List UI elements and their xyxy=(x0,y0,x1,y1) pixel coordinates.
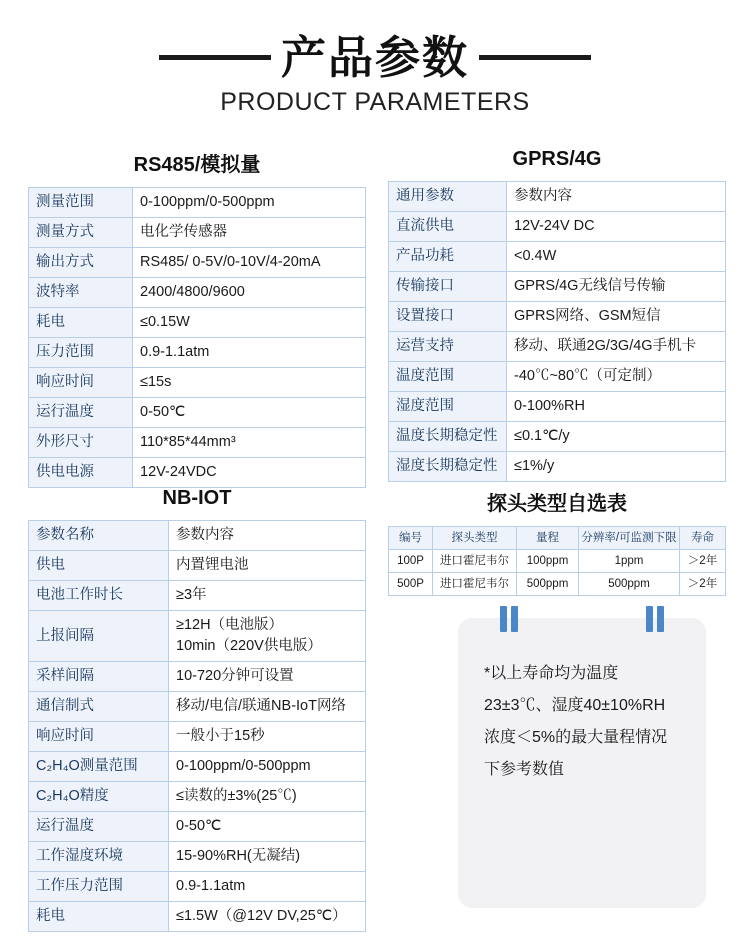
param-value: 内置锂电池 xyxy=(169,551,366,581)
param-value: -40℃~80℃（可定制） xyxy=(507,362,726,392)
table-row xyxy=(389,182,726,212)
table-row xyxy=(29,521,366,551)
param-key: 输出方式 xyxy=(29,248,133,278)
param-key: 工作湿度环境 xyxy=(29,842,169,872)
param-key: 供电 xyxy=(29,551,169,581)
gprs-table-body xyxy=(389,182,726,482)
param-key: 工作压力范围 xyxy=(29,872,169,902)
column-header: 寿命 xyxy=(680,527,726,550)
param-value: 0.9-1.1atm xyxy=(169,872,366,902)
param-value: 电化学传感器 xyxy=(133,218,366,248)
quote-marks xyxy=(458,606,706,632)
param-key: 通信制式 xyxy=(29,692,169,722)
table-row xyxy=(389,573,726,596)
table-row xyxy=(29,308,366,338)
table-row xyxy=(389,550,726,573)
section-probe-heading: 探头类型自选表 xyxy=(487,493,627,515)
param-key: 温度长期稳定性 xyxy=(389,422,507,452)
column-header: 分辨率/可监测下限 xyxy=(579,527,680,550)
note-card xyxy=(458,618,706,908)
table-row xyxy=(29,218,366,248)
param-value: 0-100ppm/0-500ppm xyxy=(169,752,366,782)
param-value: ≥12H（电池版） 10min（220V供电版） xyxy=(169,611,366,662)
param-value: 12V-24V DC xyxy=(507,212,726,242)
param-value: ≥3年 xyxy=(169,581,366,611)
table-row xyxy=(29,812,366,842)
section-rs485-heading: RS485/模拟量 xyxy=(133,154,261,176)
table-row xyxy=(389,212,726,242)
param-value: ≤0.1℃/y xyxy=(507,422,726,452)
column-header: 编号 xyxy=(389,527,433,550)
param-key: 电池工作时长 xyxy=(29,581,169,611)
quote-mark-left-icon xyxy=(500,606,518,632)
param-key: 运营支持 xyxy=(389,332,507,362)
table-row xyxy=(29,458,366,488)
param-value: <0.4W xyxy=(507,242,726,272)
param-key: 设置接口 xyxy=(389,302,507,332)
param-key: 压力范围 xyxy=(29,338,133,368)
param-key: 传输接口 xyxy=(389,272,507,302)
param-value: GPRS/4G无线信号传输 xyxy=(507,272,726,302)
param-key: 测量范围 xyxy=(29,188,133,218)
param-key: 耗电 xyxy=(29,902,169,932)
table-row xyxy=(29,338,366,368)
param-key: C₂H₄O测量范围 xyxy=(29,752,169,782)
param-key: 采样间隔 xyxy=(29,662,169,692)
param-key: C₂H₄O精度 xyxy=(29,782,169,812)
param-value: 0.9-1.1atm xyxy=(133,338,366,368)
param-key: 测量方式 xyxy=(29,218,133,248)
param-value: ≤0.15W xyxy=(133,308,366,338)
probe-table xyxy=(388,526,726,596)
page-subtitle: PRODUCT PARAMETERS xyxy=(220,88,530,117)
table-row xyxy=(29,188,366,218)
param-key: 温度范围 xyxy=(389,362,507,392)
param-value: 2400/4800/9600 xyxy=(133,278,366,308)
param-value: 参数内容 xyxy=(507,182,726,212)
table-row xyxy=(29,368,366,398)
section-nbiot-heading: NB-IOT xyxy=(162,487,232,509)
table-row xyxy=(29,611,366,662)
param-value: 15-90%RH(无凝结) xyxy=(169,842,366,872)
table-row xyxy=(29,428,366,458)
param-value: ≤1.5W（@12V DV,25℃） xyxy=(169,902,366,932)
rs485-table-body xyxy=(29,188,366,488)
table-row xyxy=(29,398,366,428)
section-gprs xyxy=(388,148,726,482)
param-key: 产品功耗 xyxy=(389,242,507,272)
param-key: 耗电 xyxy=(29,308,133,338)
table-header-row xyxy=(389,527,726,550)
probe-table-head xyxy=(389,527,726,550)
param-value: 移动、联通2G/3G/4G手机卡 xyxy=(507,332,726,362)
param-key: 响应时间 xyxy=(29,722,169,752)
rs485-table xyxy=(28,187,366,488)
table-cell: 500P xyxy=(389,573,433,596)
param-value: 参数内容 xyxy=(169,521,366,551)
param-value: 0-100ppm/0-500ppm xyxy=(133,188,366,218)
gprs-table xyxy=(388,181,726,482)
param-value: RS485/ 0-5V/0-10V/4-20mA xyxy=(133,248,366,278)
table-cell: 100P xyxy=(389,550,433,573)
section-nbiot xyxy=(28,487,366,932)
table-row xyxy=(29,692,366,722)
title-rule-left xyxy=(159,55,271,60)
table-row xyxy=(389,242,726,272)
column-header: 量程 xyxy=(517,527,579,550)
table-row xyxy=(389,362,726,392)
column-header: 探头类型 xyxy=(433,527,517,550)
param-key: 通用参数 xyxy=(389,182,507,212)
param-key: 运行温度 xyxy=(29,398,133,428)
note-text: *以上寿命均为温度23±3℃、湿度40±10%RH浓度＜5%的最大量程情况下参考数值 xyxy=(484,665,668,778)
param-value: ≤15s xyxy=(133,368,366,398)
quote-mark-right-icon xyxy=(646,606,664,632)
param-value: 移动/电信/联通NB-IoT网络 xyxy=(169,692,366,722)
table-row xyxy=(29,551,366,581)
table-cell: ＞2年 xyxy=(680,550,726,573)
table-cell: 500ppm xyxy=(579,573,680,596)
param-value: ≤1%/y xyxy=(507,452,726,482)
table-row xyxy=(29,662,366,692)
param-value: 10-720分钟可设置 xyxy=(169,662,366,692)
param-key: 响应时间 xyxy=(29,368,133,398)
table-row xyxy=(29,248,366,278)
table-cell: 500ppm xyxy=(517,573,579,596)
table-row xyxy=(29,842,366,872)
section-rs485 xyxy=(28,148,366,488)
param-value: 12V-24VDC xyxy=(133,458,366,488)
param-value: 0-50℃ xyxy=(169,812,366,842)
table-row xyxy=(29,752,366,782)
param-value: 0-100%RH xyxy=(507,392,726,422)
table-row xyxy=(29,872,366,902)
param-key: 外形尺寸 xyxy=(29,428,133,458)
page-title: 产品参数 xyxy=(280,32,469,83)
param-value: GPRS网络、GSM短信 xyxy=(507,302,726,332)
param-key: 运行温度 xyxy=(29,812,169,842)
param-value: 110*85*44mm³ xyxy=(133,428,366,458)
table-row xyxy=(29,278,366,308)
table-cell: 进口霍尼韦尔 xyxy=(433,550,517,573)
table-cell: 1ppm xyxy=(579,550,680,573)
table-row xyxy=(389,452,726,482)
table-row xyxy=(29,902,366,932)
param-key: 供电电源 xyxy=(29,458,133,488)
section-gprs-heading: GPRS/4G xyxy=(512,148,602,170)
section-probe-table-wrap xyxy=(388,526,726,596)
page-header xyxy=(0,0,750,117)
table-cell: ＞2年 xyxy=(680,573,726,596)
table-cell: 进口霍尼韦尔 xyxy=(433,573,517,596)
nbiot-table xyxy=(28,520,366,932)
param-key: 直流供电 xyxy=(389,212,507,242)
table-row xyxy=(389,392,726,422)
param-value: 一般小于15秒 xyxy=(169,722,366,752)
section-probe xyxy=(388,487,726,596)
nbiot-table-body xyxy=(29,521,366,932)
param-value: ≤读数的±3%(25℃) xyxy=(169,782,366,812)
param-key: 上报间隔 xyxy=(29,611,169,662)
param-value: 0-50℃ xyxy=(133,398,366,428)
section-rs485-table-wrap xyxy=(28,187,366,488)
table-row xyxy=(389,272,726,302)
table-row xyxy=(29,722,366,752)
table-row xyxy=(389,422,726,452)
section-gprs-table-wrap xyxy=(388,181,726,482)
section-nbiot-table-wrap xyxy=(28,520,366,932)
table-cell: 100ppm xyxy=(517,550,579,573)
table-row xyxy=(29,581,366,611)
probe-table-body xyxy=(389,550,726,596)
param-key: 波特率 xyxy=(29,278,133,308)
param-key: 湿度长期稳定性 xyxy=(389,452,507,482)
table-row xyxy=(389,302,726,332)
table-row xyxy=(389,332,726,362)
param-key: 参数名称 xyxy=(29,521,169,551)
title-rule-right xyxy=(479,55,591,60)
table-row xyxy=(29,782,366,812)
title-row xyxy=(0,34,750,81)
param-key: 湿度范围 xyxy=(389,392,507,422)
